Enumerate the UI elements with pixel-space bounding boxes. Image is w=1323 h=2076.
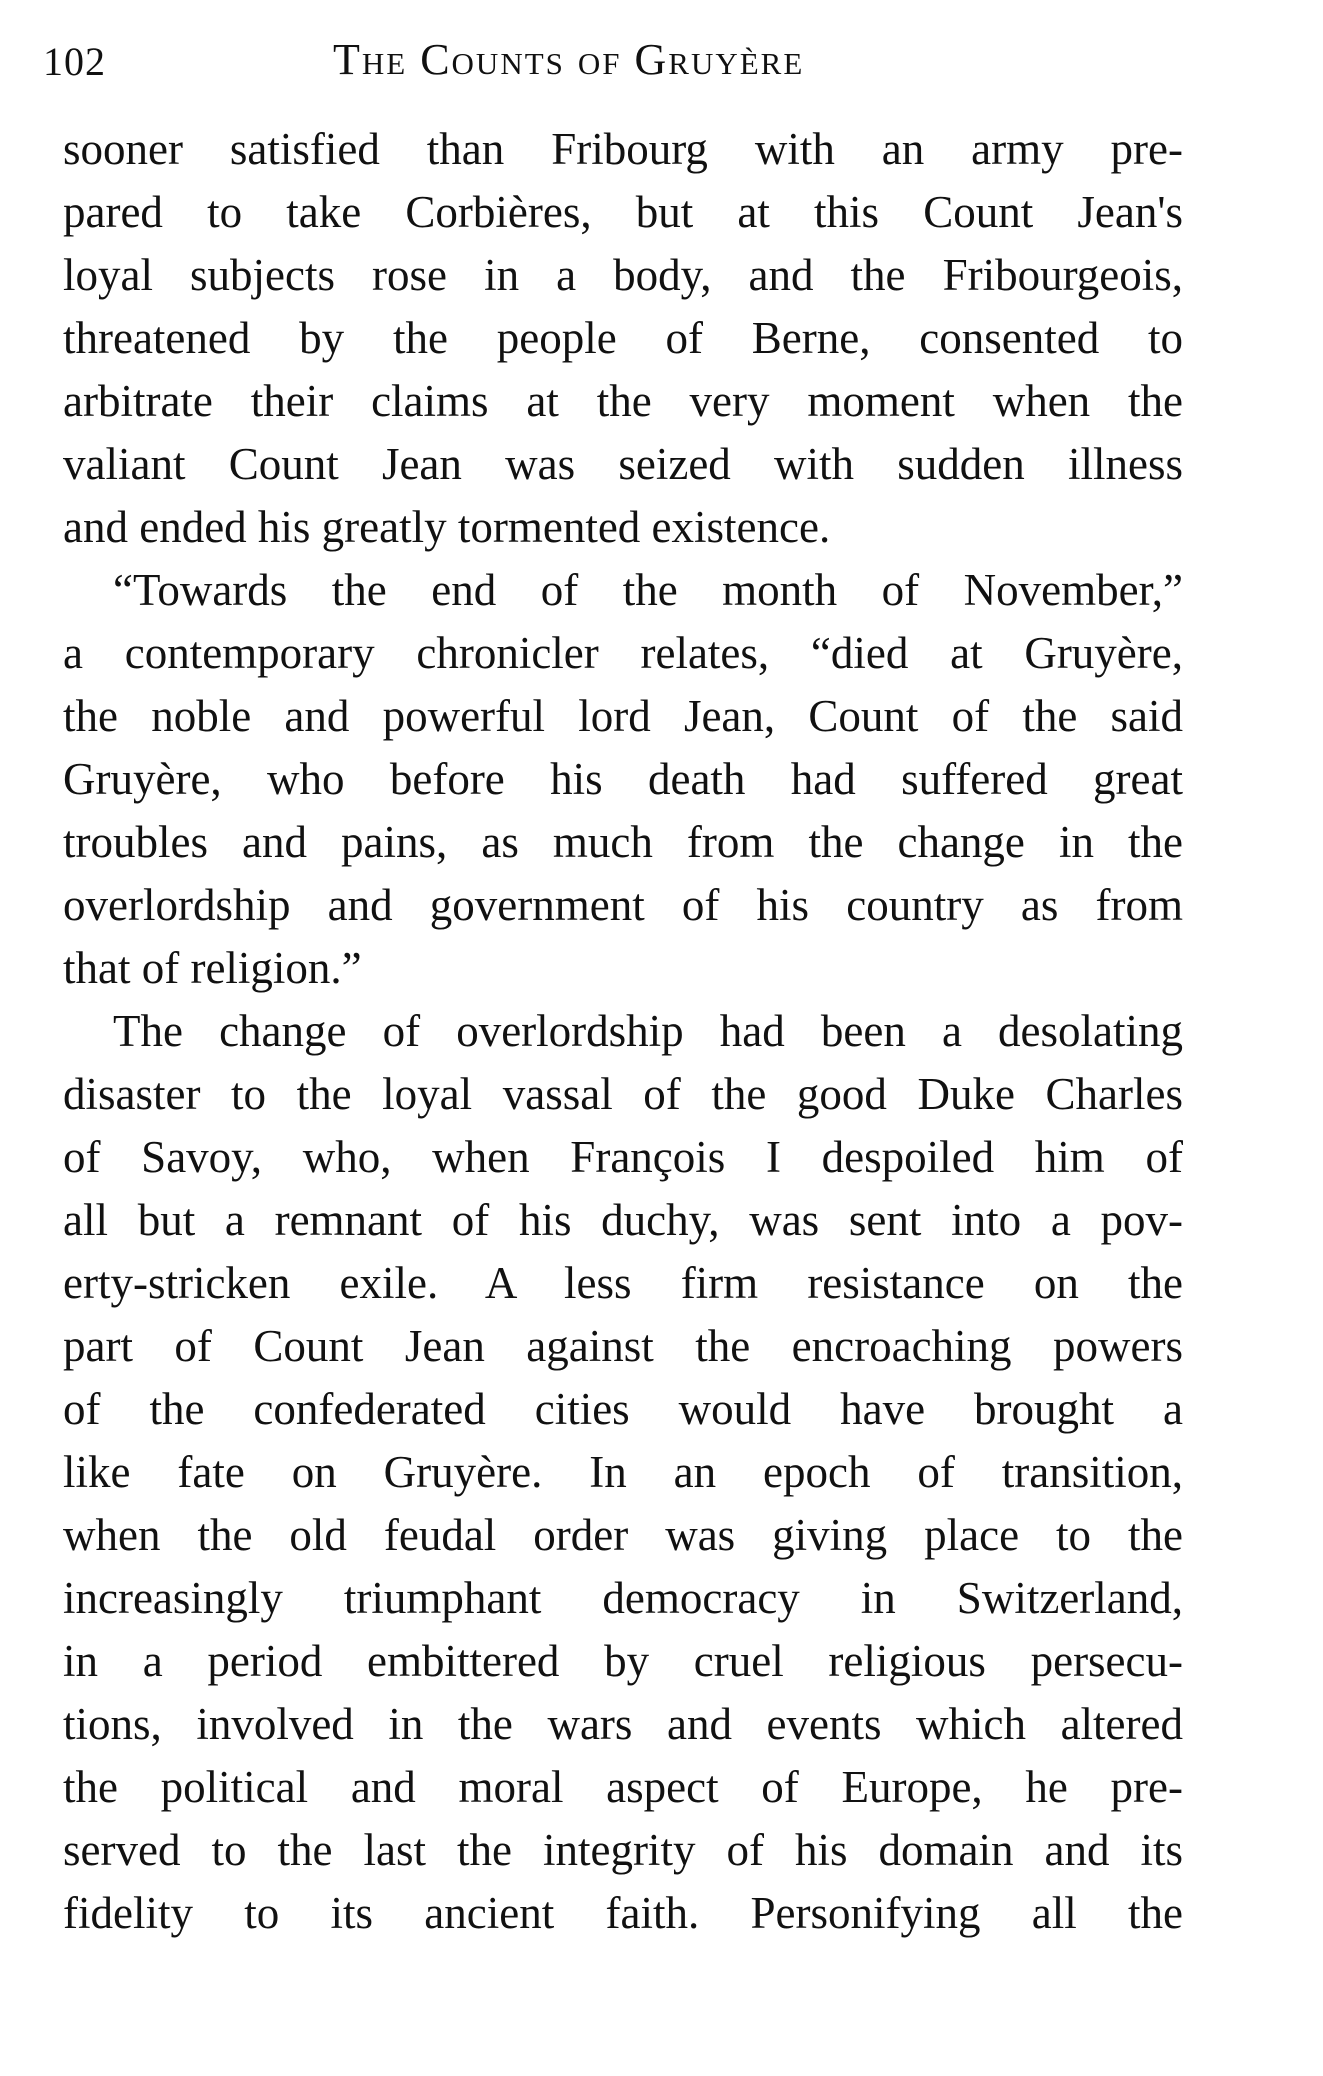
body-text (63, 118, 1183, 1945)
text-line: disaster to the loyal vassal of the good Duke Charles (63, 1069, 1183, 1119)
text-line: troubles and pains, as much from the change in the (63, 817, 1183, 867)
running-head-title: The Counts of Gruyère (333, 35, 805, 84)
text-line: erty-stricken exile. A less firm resistance on the (63, 1258, 1183, 1308)
text-line: increasingly triumphant democracy in Switzerland, (63, 1573, 1183, 1623)
text-line: tions, involved in the wars and events which altered (63, 1699, 1183, 1749)
text-line: like fate on Gruyère. In an epoch of transition, (63, 1447, 1183, 1497)
text-line: The change of overlordship had been a desolating (113, 1006, 1183, 1056)
text-line: served to the last the integrity of his domain and its (63, 1825, 1183, 1875)
text-line: loyal subjects rose in a body, and the Fribourgeois, (63, 250, 1183, 300)
text-line: that of religion.” (63, 943, 362, 993)
text-line: the political and moral aspect of Europe, he pre- (63, 1762, 1183, 1812)
text-line: part of Count Jean against the encroaching powers (63, 1321, 1183, 1371)
text-line: sooner satisfied than Fribourg with an army pre- (63, 124, 1183, 174)
text-line: all but a remnant of his duchy, was sent into a pov- (63, 1195, 1183, 1245)
text-line: arbitrate their claims at the very moment when the (63, 376, 1183, 426)
page-number: 102 (43, 39, 106, 84)
text-line: a contemporary chronicler relates, “died at Gruyère, (63, 628, 1183, 678)
text-line: threatened by the people of Berne, consented to (63, 313, 1183, 363)
text-line: “Towards the end of the month of November,” (113, 565, 1183, 615)
text-line: valiant Count Jean was seized with sudden illness (63, 439, 1183, 489)
text-line: and ended his greatly tormented existence. (63, 502, 831, 552)
text-line: of Savoy, who, when François I despoiled him of (63, 1132, 1183, 1182)
text-line: of the confederated cities would have brought a (63, 1384, 1183, 1434)
text-line: overlordship and government of his country as from (63, 880, 1183, 930)
text-line: when the old feudal order was giving place to the (63, 1510, 1183, 1560)
text-line: Gruyère, who before his death had suffered great (63, 754, 1183, 804)
text-line: the noble and powerful lord Jean, Count of the said (63, 691, 1183, 741)
text-line: fidelity to its ancient faith. Personifying all the (63, 1888, 1183, 1938)
text-line: in a period embittered by cruel religious persecu- (63, 1636, 1183, 1686)
text-line: pared to take Corbières, but at this Count Jean's (63, 187, 1183, 237)
